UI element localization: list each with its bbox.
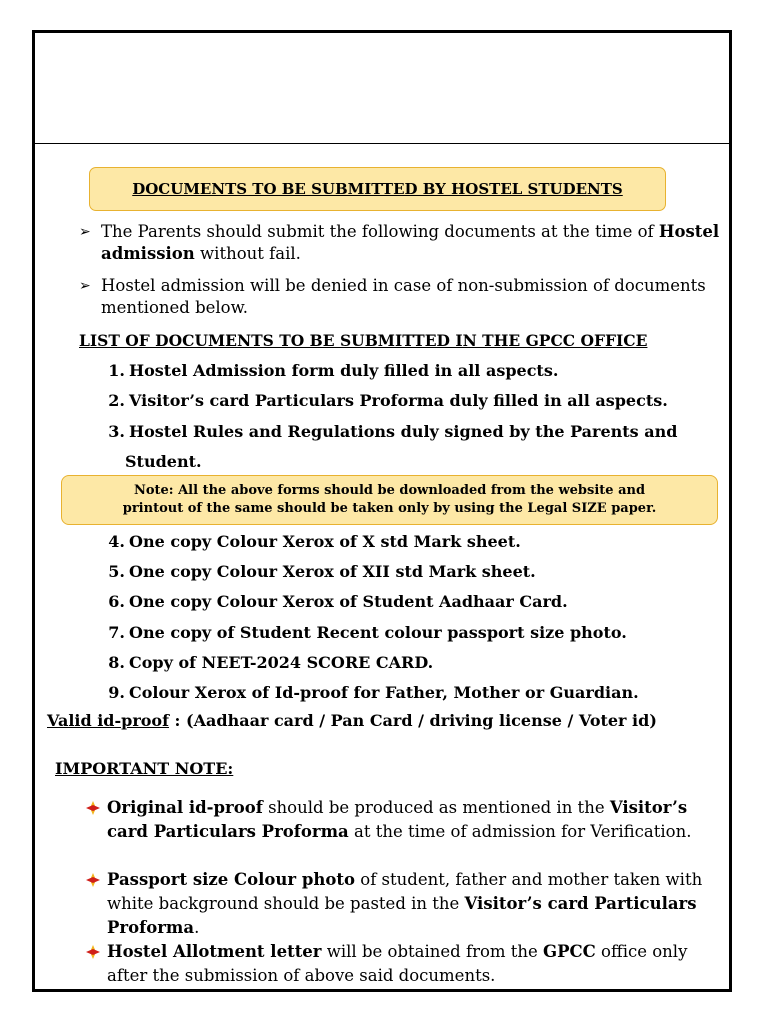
list-item: 3. Hostel Rules and Regulations duly signed by the Parents and Student. xyxy=(101,417,731,447)
cross-bullet-icon xyxy=(85,944,101,960)
cross-bullet-icon xyxy=(85,800,101,816)
header-area xyxy=(35,33,729,144)
list-item: 7. One copy of Student Recent colour passport size photo. xyxy=(108,623,627,642)
page-title-text: DOCUMENTS TO BE SUBMITTED BY HOSTEL STUDENTS xyxy=(132,180,623,198)
section-title: LIST OF DOCUMENTS TO BE SUBMITTED IN THE GPCC OFFICE xyxy=(79,331,648,350)
intro-text: The Parents should submit the following documents at the time of xyxy=(101,222,659,241)
list-item: 2. Visitor’s card Particulars Proforma duly filled in all aspects. xyxy=(108,391,668,410)
list-item-continuation: Student. xyxy=(125,452,202,471)
list-item: 1. Hostel Admission form duly filled in all aspects. xyxy=(108,361,559,380)
intro-text: Hostel admission will be denied in case of non-submission of documents mentioned below. xyxy=(101,276,706,317)
list-item: 4. One copy Colour Xerox of X std Mark sheet. xyxy=(108,532,521,551)
note-box xyxy=(61,475,718,525)
arrow-bullet-icon: ➢ xyxy=(79,224,91,240)
document-frame: DOCUMENTS TO BE SUBMITTED BY HOSTEL STUDENTS ➢ The Parents should submit the following documents at the time of Hostel admission without fail. ➢ Hostel admission will be denied in case of non-submission of documents mentioned below. LIST OF DOCUMENTS TO BE SUBMITTED IN THE GPCC OFFICE 1. Hostel Admission form duly filled in all aspects. 2. Visitor’s card Particulars Proforma duly filled in all aspects. 3. Hostel Rules and Regulations duly signed by the Parents and Student. Note: All the above forms should be downloaded from the website and printout of the same should be taken only by using the Legal SIZE paper. 4. One copy Colour Xerox of X std Mark sheet. 5. One copy Colour Xerox of XII std Mark sheet. 6. One copy Colour Xerox of Student Aadhaar Card. 7. One copy of Student Recent colour passport size photo. 8. Copy of NEET-2024 SCORE CARD. 9. Colour Xerox of Id-proof for Father, Mother or Guardian. Valid id-proof : (Aadhaar card / Pan Card / driving license / Voter id) IMPORTANT NOTE: Original id-proof should be produced as mentioned in the Visitor’s card Particulars Proforma at the time of admission for Verification. Passport size Colour photo of student, father and mother taken with white background should be pasted in the Visitor’s card Particulars Proforma. Hostel Allotment letter will be obtained from the GPCC office only after the submission of above said documents. xyxy=(32,30,732,992)
page-title xyxy=(89,167,666,211)
valid-id-label: Valid id-proof xyxy=(47,711,169,730)
important-note-title: IMPORTANT NOTE: xyxy=(55,759,234,778)
valid-id-proof xyxy=(47,711,657,730)
list-item: 8. Copy of NEET-2024 SCORE CARD. xyxy=(108,653,434,672)
list-item: 5. One copy Colour Xerox of XII std Mark sheet. xyxy=(108,562,536,581)
note-line: printout of the same should be taken only by using the Legal SIZE paper. xyxy=(122,501,657,516)
intro-text-post: without fail. xyxy=(194,244,301,263)
list-item: 9. Colour Xerox of Id-proof for Father, Mother or Guardian. xyxy=(108,683,639,702)
valid-id-value: : (Aadhaar card / Pan Card / driving license / Voter id) xyxy=(168,711,657,730)
intro-bold: Hostel admission xyxy=(101,222,720,263)
note-line: Note: All the above forms should be downloaded from the website and xyxy=(133,483,646,498)
cross-bullet-icon xyxy=(85,872,101,888)
list-item: 6. One copy Colour Xerox of Student Aadhaar Card. xyxy=(108,592,568,611)
arrow-bullet-icon: ➢ xyxy=(79,278,91,294)
